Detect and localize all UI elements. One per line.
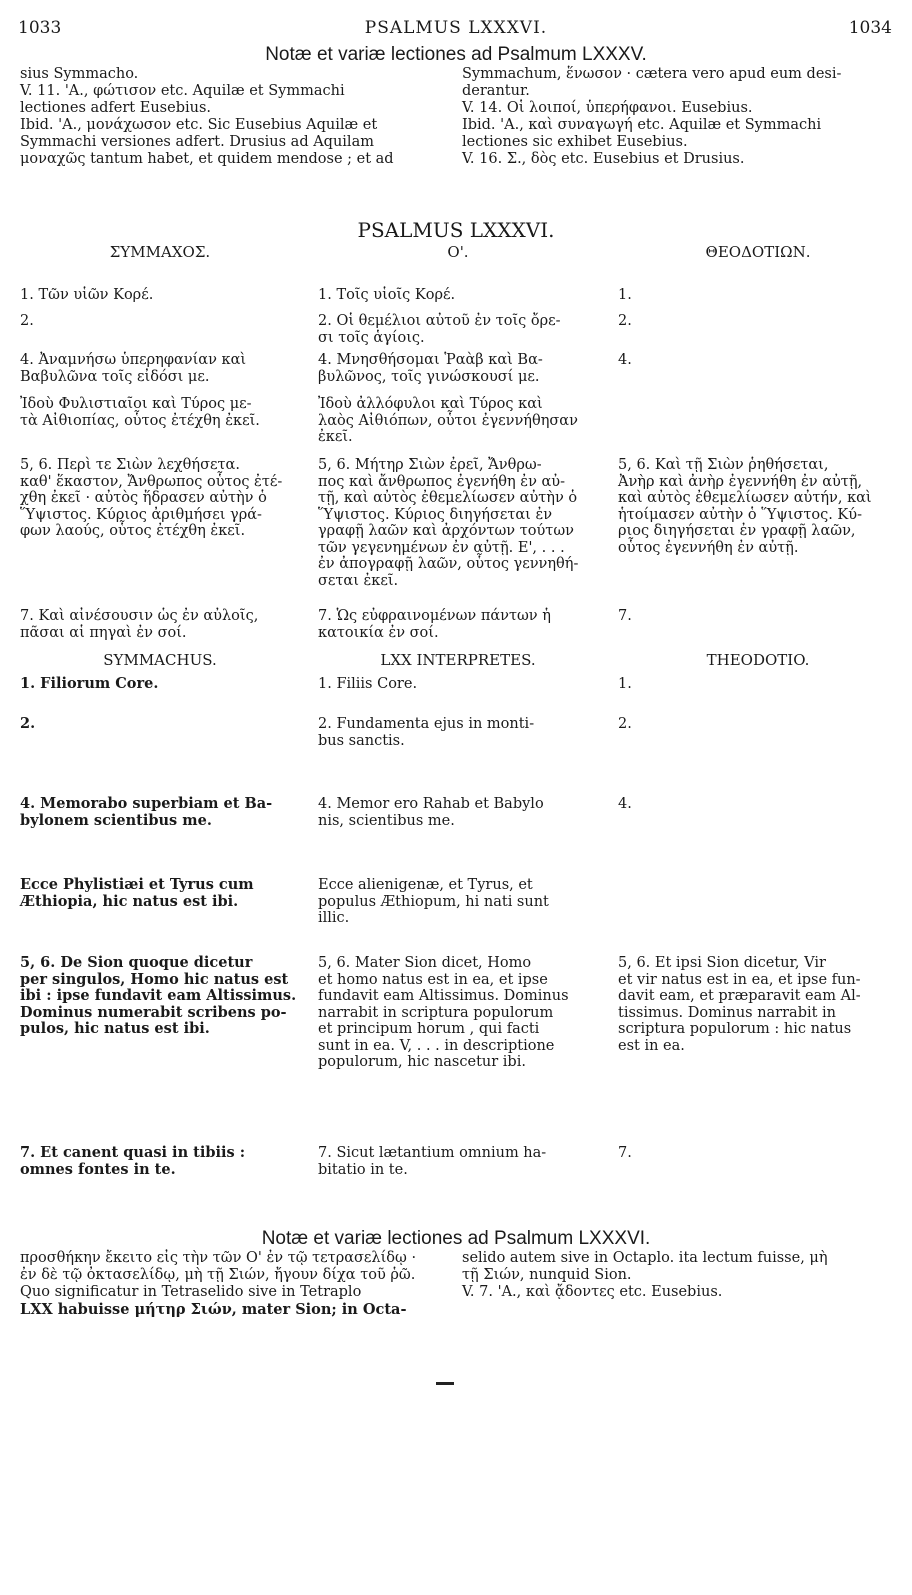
notes-line: selido autem sive in Octaplo. ita lectum fuisse, μὴ: [462, 1250, 828, 1266]
notes-line: sius Symmacho.: [20, 66, 139, 82]
notes-line: μοναχῶς tantum habet, et quidem mendose ; et ad: [20, 151, 394, 167]
notes-bottom-left: [20, 1250, 455, 1318]
notes-line: LXX habuisse μήτηρ Σιών, mater Sion; in Octa-: [20, 1301, 407, 1318]
latin-head-lxx: LXX INTERPRETES.: [380, 651, 536, 669]
greek-cell: 7. Καὶ αἰνέσουσιν ὡς ἐν αὐλοῖς, πᾶσαι αἱ πηγαὶ ἐν σοί.: [20, 608, 259, 641]
notes-line: ἐν δὲ τῷ ὀκτασελίδῳ, μὴ τῇ Σιών, ἤγουν δίχα τοῦ ῥῶ.: [20, 1267, 416, 1283]
latin-cell: 5, 6. De Sion quoque dicetur per singulos, Homo hic natus est ibi : ipse fundavit eam Altissimus. Dominus numerabit scribens po- pulos, hic natus est ibi.: [20, 954, 297, 1037]
latin-cell: 1. Filiorum Core.: [20, 675, 159, 692]
notes-line: lectiones adfert Eusebius.: [20, 100, 211, 116]
latin-cell: 1.: [618, 676, 632, 692]
notes-line: Symmachum, ἕνωσον · cætera vero apud eum desi-: [462, 66, 842, 82]
notes-line: derantur.: [462, 83, 530, 99]
notes-top-title: Notæ et variæ lectiones ad Psalmum LXXXV.: [265, 44, 647, 65]
greek-cell: 4. Μνησθήσομαι Ῥαὰβ καὶ Βα- βυλῶνος, τοῖς γινώσκουσί με.: [318, 352, 543, 385]
psalm-title: PSALMUS LXXXVI.: [357, 218, 555, 242]
latin-cell: Ecce Phylistiæi et Tyrus cum Æthiopia, hic natus est ibi.: [20, 876, 254, 910]
latin-cell: 7.: [618, 1145, 632, 1161]
notes-line: Ibid. 'A., καὶ συναγωγή etc. Aquilæ et Symmachi: [462, 117, 822, 133]
greek-cell: 4. Ἀναμνήσω ὑπερηφανίαν καὶ Βαβυλῶνα τοῖς εἰδόσι με.: [20, 352, 247, 385]
greek-cell: 2. Οἱ θεμέλιοι αὐτοῦ ἐν τοῖς ὄρε- σι τοῖς ἁγίοις.: [318, 313, 561, 346]
greek-cell: 7. Ὡς εὐφραινομένων πάντων ἡ κατοικία ἐν σοί.: [318, 608, 551, 641]
greek-head-lxx: Ο'.: [447, 243, 469, 261]
notes-line: Ibid. 'A., μονάχωσον etc. Sic Eusebius Aquilæ et: [20, 117, 378, 133]
notes-line: V. 7. 'A., καὶ ᾄδοντες etc. Eusebius.: [462, 1284, 723, 1300]
greek-cell: 7.: [618, 608, 632, 624]
greek-cell: 2.: [618, 313, 632, 329]
running-title: PSALMUS LXXXVI.: [364, 18, 548, 38]
greek-cell: Ἰδοὺ ἀλλόφυλοι καὶ Τύρος καὶ λαὸς Αἰθιόπων, οὗτοι ἐγεννήθησαν ἐκεῖ.: [318, 396, 578, 445]
notes-line: Quo significatur in Tetraselido sive in Tetraplo: [20, 1284, 362, 1300]
greek-cell: 5, 6. Περὶ τε Σιὼν λεχθήσετα. καθ' ἕκαστον, Ἄνθρωπος οὗτος ἐτέ- χθη ἐκεῖ · αὐτὸς ἥδρασεν αὐτὴν ὁ Ὕψιστος. Κύριος ἀριθμήσει γρά- φων λαούς, οὗτος ἐτέχθη ἐκεῖ.: [20, 457, 283, 539]
greek-cell: Ἰδοὺ Φυλιστιαῖοι καὶ Τύρος με- τὰ Αἰθιοπίας, οὗτος ἐτέχθη ἐκεῖ.: [20, 396, 260, 429]
ornament-dash: [436, 1382, 454, 1385]
greek-cell: 1. Τοῖς υἱοῖς Κορέ.: [318, 287, 456, 303]
notes-line: προσθήκην ἔκειτο εἰς τὴν τῶν Ο' ἐν τῷ τετρασελίδῳ ·: [20, 1250, 417, 1266]
notes-line: V. 11. 'A., φώτισον etc. Aquilæ et Symmachi: [20, 83, 345, 99]
notes-line: lectiones sic exhibet Eusebius.: [462, 134, 688, 150]
notes-bottom-right: [462, 1250, 902, 1301]
notes-line: Symmachi versiones adfert. Drusius ad Aquilam: [20, 134, 374, 150]
latin-cell: 1. Filiis Core.: [318, 676, 418, 692]
notes-top-left: [20, 66, 450, 168]
page-number-right: 1034: [848, 18, 892, 38]
latin-cell: 7. Et canent quasi in tibiis : omnes fontes in te.: [20, 1144, 246, 1178]
latin-cell: 4. Memor ero Rahab et Babylo nis, scientibus me.: [318, 796, 544, 829]
latin-head-theodotio: THEODOTIO.: [706, 651, 810, 669]
greek-head-symmachus: ΣΥΜΜΑΧΟΣ.: [109, 243, 211, 261]
latin-cell: 4. Memorabo superbiam et Ba- bylonem scientibus me.: [20, 795, 273, 829]
greek-head-theodotion: ΘΕΟΔΟΤΙΩΝ.: [705, 243, 811, 261]
latin-cell: 2. Fundamenta ejus in monti- bus sanctis.: [318, 716, 535, 749]
greek-cell: 1. Τῶν υἱῶν Κορέ.: [20, 287, 154, 303]
notes-bottom-title: Notæ et variæ lectiones ad Psalmum LXXXVI.: [261, 1228, 651, 1249]
greek-cell: 1.: [618, 287, 632, 303]
notes-line: V. 16. Σ., δὸς etc. Eusebius et Drusius.: [462, 151, 745, 167]
latin-cell: 2.: [618, 716, 632, 732]
greek-cell: 5, 6. Καὶ τῇ Σιὼν ῥηθήσεται, Ἀνὴρ καὶ ἀνὴρ ἐγεννήθη ἐν αὐτῇ, καὶ αὐτὸς ἐθεμελίωσεν αὐτήν, καὶ ἡτοίμασεν αὐτὴν ὁ Ὕψιστος. Κύ- ριος διηγήσεται ἐν γραφῇ λαῶν, οὗτος ἐγεννήθη ἐν αὐτῇ.: [618, 457, 872, 556]
greek-cell: 5, 6. Μήτηρ Σιὼν ἐρεῖ, Ἄνθρω- πος καὶ ἄνθρωπος ἐγενήθη ἐν αὐ- τῇ, καὶ αὐτὸς ἐθεμελίωσεν αὐτὴν ὁ Ὕψιστος. Κύριος διηγήσεται ἐν γραφῇ λαῶν καὶ ἀρχόντων τούτων τῶν γεγενημένων ἐν αὐτῇ. Ε', . . . ἐν ἀπογραφῇ λαῶν, οὗτος γεννηθή- σεται ἐκεῖ.: [318, 457, 579, 589]
page-number-left: 1033: [18, 18, 62, 38]
greek-cell: 4.: [618, 352, 632, 368]
latin-cell: 7. Sicut lætantium omnium ha- bitatio in te.: [318, 1145, 547, 1178]
latin-cell: 4.: [618, 796, 632, 812]
latin-cell: 5, 6. Et ipsi Sion dicetur, Vir et vir natus est in ea, et ipse fun- davit eam, et præparavit eam Al- tissimus. Dominus narrabit in scriptura populorum : hic natus est in ea.: [618, 955, 861, 1054]
greek-cell: 2.: [20, 313, 34, 329]
latin-head-symmachus: SYMMACHUS.: [103, 651, 217, 669]
latin-cell: Ecce alienigenæ, et Tyrus, et populus Æthiopum, hi nati sunt illic.: [318, 877, 549, 926]
latin-cell: 5, 6. Mater Sion dicet, Homo et homo natus est in ea, et ipse fundavit eam Altissimus. Dominus narrabit in scriptura populorum et principum horum , qui facti sunt in ea. V, . . . in descriptione populorum, hic nascetur ibi.: [318, 955, 569, 1070]
notes-line: V. 14. Οἱ λοιποί, ὑπερήφανοι. Eusebius.: [462, 100, 753, 116]
latin-cell: 2.: [20, 715, 36, 732]
notes-top-right: [462, 66, 902, 168]
notes-line: τῇ Σιών, nunquid Sion.: [462, 1267, 632, 1283]
